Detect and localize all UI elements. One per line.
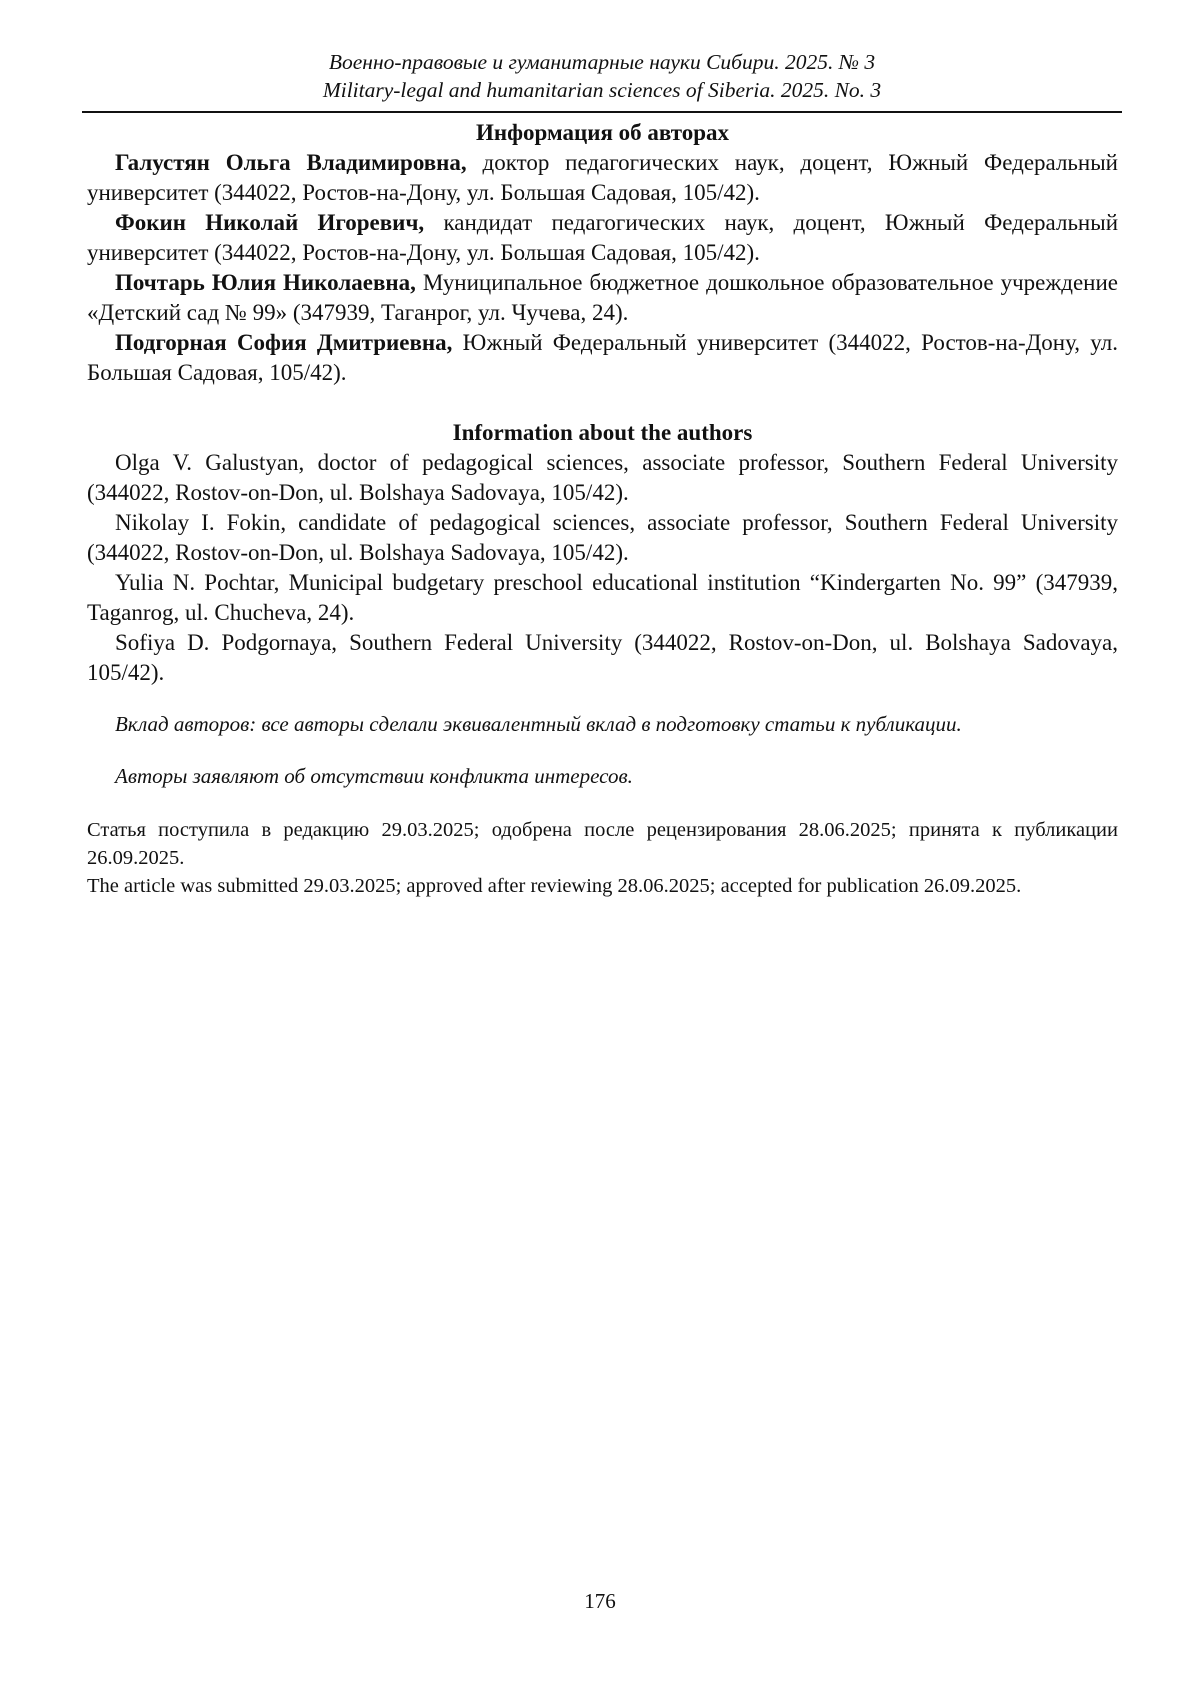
author-entry-ru <box>87 208 1118 268</box>
author-details: доктор педагогических наук, доцент, Южный Федеральный университет (344022, Ростов-на-Дону, ул. Большая Садовая, 105/42). <box>87 150 1118 205</box>
article-dates-en: The article was submitted 29.03.2025; approved after reviewing 28.06.2025; accepted for publication 26.09.2025. <box>87 875 1022 897</box>
article-dates-ru: Статья поступила в редакцию 29.03.2025; одобрена после рецензирования 28.06.2025; принята к публикации 26.09.2025. <box>87 819 1118 869</box>
author-entry-ru <box>87 268 1118 328</box>
authors-info-title-ru: Информация об авторах <box>475 120 730 145</box>
author-name: Почтарь Юлия Николаевна, <box>115 270 416 295</box>
author-name: Подгорная София Дмитриевна, <box>115 330 453 355</box>
conflict-of-interest-note: Авторы заявляют об отсутствии конфликта интересов. <box>115 764 633 788</box>
author-details: кандидат педагогических наук, доцент, Южный Федеральный университет (344022, Ростов-на-Дону, ул. Большая Садовая, 105/42). <box>87 210 1119 265</box>
header-title-ru: Военно-правовые и гуманитарные науки Сибири. 2025. № 3 <box>328 50 876 74</box>
page-number: 176 <box>584 1589 616 1613</box>
author-entry-ru <box>87 328 1118 388</box>
author-entry-en: Sofiya D. Podgornaya, Southern Federal University (344022, Rostov-on-Don, ul. Bolshaya Sadovaya, 105/42). <box>87 630 1118 685</box>
authors-info-title-en: Information about the authors <box>452 420 753 445</box>
author-entry-ru <box>87 148 1118 208</box>
article-back-matter <box>87 118 1118 900</box>
author-entry-en: Yulia N. Pochtar, Municipal budgetary preschool educational institution “Kindergarten No. 99” (347939, Taganrog, ul. Chucheva, 24). <box>87 570 1118 625</box>
running-header <box>82 48 1122 104</box>
header-title-en: Military-legal and humanitarian sciences of Siberia. 2025. No. 3 <box>322 78 882 102</box>
author-entry-en: Nikolay I. Fokin, candidate of pedagogical sciences, associate professor, Southern Federal University (344022, Rostov-on-Don, ul. Bolshaya Sadovaya, 105/42). <box>87 510 1118 565</box>
author-entry-en: Olga V. Galustyan, doctor of pedagogical sciences, associate professor, Southern Federal University (344022, Rostov-on-Don, ul. Bolshaya Sadovaya, 105/42). <box>87 450 1118 505</box>
authors-contribution-note: Вклад авторов: все авторы сделали эквивалентный вклад в подготовку статьи к публикации. <box>115 712 962 736</box>
author-name: Галустян Ольга Владимировна, <box>115 150 467 175</box>
author-details: Южный Федеральный университет (344022, Ростов-на-Дону, ул. Большая Садовая, 105/42). <box>87 330 1118 385</box>
author-name: Фокин Николай Игоревич, <box>115 210 425 235</box>
header-divider <box>82 111 1122 113</box>
section-spacer <box>87 388 1118 418</box>
author-details: Муниципальное бюджетное дошкольное образовательное учреждение «Детский сад № 99» (347939, Таганрог, ул. Чучева, 24). <box>87 270 1118 325</box>
